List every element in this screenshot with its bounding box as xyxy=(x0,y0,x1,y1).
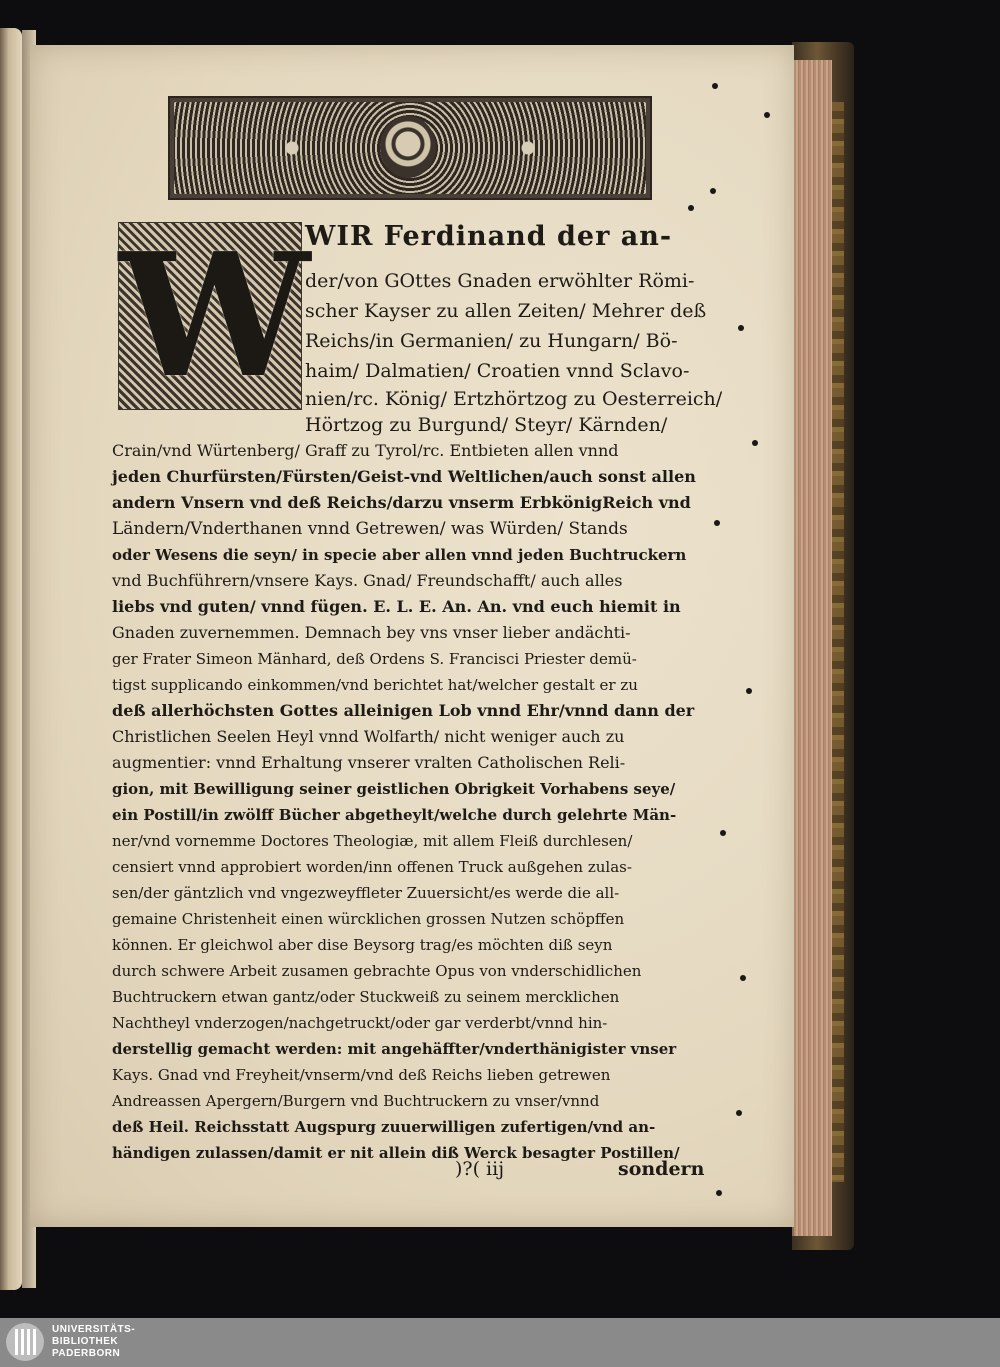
ornament-face xyxy=(380,116,436,178)
left-page-edge xyxy=(0,28,22,1290)
library-name-line3: PADERBORN xyxy=(52,1348,121,1359)
library-name-line1: UNIVERSITÄTS- xyxy=(52,1324,136,1335)
text-line-34: deß Heil. Reichsstatt Augspurg zuuerwilligen zufertigen/vnd an- xyxy=(112,1118,656,1136)
worm-hole xyxy=(764,112,770,118)
text-line-16: ger Frater Simeon Mänhard, deß Ordens S. Francisci Priester demü- xyxy=(112,650,637,668)
worm-hole xyxy=(716,1190,722,1196)
text-line-31: derstellig gemacht werden: mit angehäffter/vnderthänigister vnser xyxy=(112,1040,677,1058)
text-line-29: Buchtruckern etwan gantz/oder Stuckweiß zu seinem mercklichen xyxy=(112,988,620,1006)
text-line-24: censiert vnnd approbiert worden/inn offenen Truck außgehen zulas- xyxy=(112,858,632,876)
text-line-1: WIR Ferdinand der an- xyxy=(305,221,673,252)
header-ornament xyxy=(168,96,652,200)
text-line-20: augmentier: vnnd Erhaltung vnserer vralten Catholischen Reli- xyxy=(112,753,626,772)
text-line-5: haim/ Dalmatien/ Croatien vnnd Sclavo- xyxy=(305,360,690,382)
text-line-33: Andreassen Apergern/Burgern vnd Buchtruckern zu vnser/vnnd xyxy=(112,1092,600,1110)
worm-hole xyxy=(714,520,720,526)
text-line-32: Kays. Gnad vnd Freyheit/vnserm/vnd deß Reichs lieben getrewen xyxy=(112,1066,611,1084)
worm-hole xyxy=(752,440,758,446)
library-footer xyxy=(0,1318,1000,1367)
text-line-26: gemaine Christenheit einen würcklichen grossen Nutzen schöpffen xyxy=(112,910,625,928)
worm-hole xyxy=(710,188,716,194)
text-line-27: können. Er gleichwol aber dise Beysorg trag/es möchten diß seyn xyxy=(112,936,613,954)
worm-hole xyxy=(736,1110,742,1116)
text-line-28: durch schwere Arbeit zusamen gebrachte Opus von vnderschidlichen xyxy=(112,962,642,980)
worm-hole xyxy=(746,688,752,694)
text-line-2: der/von GOttes Gnaden erwöhlter Römi- xyxy=(305,270,695,292)
text-line-11: Ländern/Vnderthanen vnnd Getrewen/ was Würden/ Stands xyxy=(112,519,628,539)
text-line-19: Christlichen Seelen Heyl vnnd Wolfarth/ nicht weniger auch zu xyxy=(112,727,625,746)
text-line-7: Hörtzog zu Burgund/ Steyr/ Kärnden/ xyxy=(305,414,668,436)
text-line-12: oder Wesens die seyn/ in specie aber allen vnnd jeden Buchtruckern xyxy=(112,546,687,564)
text-line-22: ein Postill/in zwölff Bücher abgetheylt/welche durch gelehrte Män- xyxy=(112,806,677,824)
library-name-line2: BIBLIOTHEK xyxy=(52,1336,119,1347)
text-line-18: deß allerhöchsten Gottes alleinigen Lob vnnd Ehr/vnnd dann der xyxy=(112,701,695,720)
text-line-9: jeden Churfürsten/Fürsten/Geist-vnd Weltlichen/auch sonst allen xyxy=(112,467,696,486)
text-line-8: Crain/vnd Würtenberg/ Graff zu Tyrol/rc. Entbieten allen vnnd xyxy=(112,441,619,460)
text-line-21: gion, mit Bewilligung seiner geistlichen Obrigkeit Vorhabens seye/ xyxy=(112,780,676,798)
text-line-25: sen/der gäntzlich vnd vngezweyffleter Zuuersicht/es werde die all- xyxy=(112,884,620,902)
page-edges xyxy=(792,60,832,1236)
worm-hole xyxy=(738,325,744,331)
library-logo-icon xyxy=(6,1323,44,1361)
text-line-23: ner/vnd vornemme Doctores Theologiæ, mit allem Fleiß durchlesen/ xyxy=(112,832,633,850)
text-line-4: Reichs/in Germanien/ zu Hungarn/ Bö- xyxy=(305,330,678,352)
worm-hole xyxy=(720,830,726,836)
signature-mark: )?( iij xyxy=(455,1158,505,1180)
worm-hole xyxy=(740,975,746,981)
text-line-6: nien/rc. König/ Ertzhörtzog zu Oesterreich/ xyxy=(305,388,723,410)
worm-hole xyxy=(712,83,718,89)
catchword: sondern xyxy=(618,1158,705,1180)
decorated-initial xyxy=(118,216,310,416)
initial-letter: W xyxy=(119,216,310,416)
text-line-13: vnd Buchführern/vnsere Kays. Gnad/ Freundschafft/ auch alles xyxy=(112,571,623,590)
text-line-3: scher Kayser zu allen Zeiten/ Mehrer deß xyxy=(305,300,707,322)
worm-hole xyxy=(688,205,694,211)
text-line-30: Nachtheyl vnderzogen/nachgetruckt/oder gar verderbt/vnnd hin- xyxy=(112,1014,608,1032)
text-line-15: Gnaden zuvernemmen. Demnach bey vns vnser lieber andächti- xyxy=(112,623,631,642)
text-line-17: tigst supplicando einkommen/vnd berichtet hat/welcher gestalt er zu xyxy=(112,676,638,694)
text-line-10: andern Vnsern vnd deß Reichs/darzu vnserm ErbkönigReich vnd xyxy=(112,493,691,512)
text-line-14: liebs vnd guten/ vnnd fügen. E. L. E. An. An. vnd euch hiemit in xyxy=(112,597,681,616)
text-line-35: händigen zulassen/damit er nit allein diß Werck besagter Postillen/ xyxy=(112,1144,680,1162)
